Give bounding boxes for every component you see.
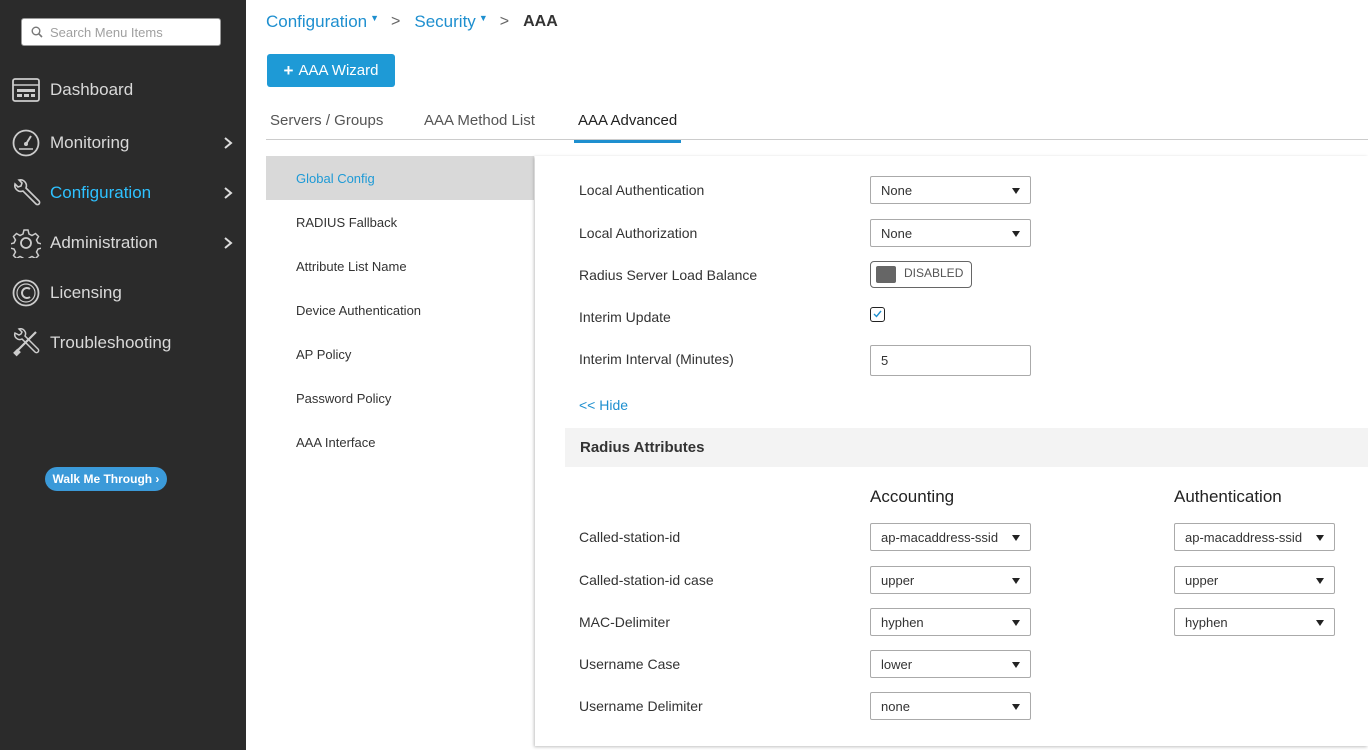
nav-label-configuration: Configuration bbox=[50, 183, 152, 202]
accounting-column-header: Accounting bbox=[870, 487, 955, 506]
breadcrumb-configuration[interactable]: Configuration bbox=[266, 12, 368, 31]
tools-icon bbox=[11, 328, 41, 358]
called-station-id-case-authentication-select[interactable] bbox=[1174, 566, 1335, 594]
caret-down-icon bbox=[1316, 620, 1324, 626]
mac-delimiter-authentication-select[interactable] bbox=[1174, 608, 1335, 636]
chevron-right-icon bbox=[222, 236, 234, 250]
local-authorization-select[interactable] bbox=[870, 219, 1031, 247]
dashboard-icon bbox=[11, 75, 41, 105]
username-case-label: Username Case bbox=[579, 656, 681, 672]
interim-interval-input[interactable] bbox=[870, 345, 1031, 376]
left-menu-aaa-interface[interactable]: AAA Interface bbox=[296, 434, 376, 450]
left-menu-password-policy[interactable]: Password Policy bbox=[296, 390, 392, 406]
walk-me-through-button[interactable]: Walk Me Through › bbox=[45, 467, 167, 491]
chevron-right-icon bbox=[222, 136, 234, 150]
select-value: ap-macaddress-ssid bbox=[881, 529, 999, 545]
local-authorization-value: None bbox=[881, 225, 913, 241]
local-authentication-label: Local Authentication bbox=[579, 182, 705, 198]
local-authentication-select[interactable] bbox=[870, 176, 1031, 204]
caret-down-icon bbox=[1012, 704, 1020, 710]
select-value: ap-macaddress-ssid bbox=[1185, 529, 1303, 545]
nav-item-configuration[interactable] bbox=[0, 171, 246, 215]
plus-icon: + bbox=[283, 60, 294, 80]
select-value: lower bbox=[881, 656, 913, 672]
select-value: none bbox=[881, 698, 910, 714]
select-value: upper bbox=[881, 572, 915, 588]
called-station-id-case-accounting-select[interactable] bbox=[870, 566, 1031, 594]
left-menu-global-config[interactable]: Global Config bbox=[266, 156, 534, 200]
nav-label-dashboard: Dashboard bbox=[50, 80, 134, 99]
left-menu-ap-policy[interactable]: AP Policy bbox=[296, 346, 352, 362]
local-authorization-label: Local Authorization bbox=[579, 225, 698, 241]
caret-down-icon bbox=[1012, 620, 1020, 626]
username-delimiter-label: Username Delimiter bbox=[579, 698, 703, 714]
tab-aaa-method-list[interactable]: AAA Method List bbox=[424, 112, 535, 129]
interim-interval-label: Interim Interval (Minutes) bbox=[579, 351, 734, 367]
license-icon bbox=[11, 278, 41, 308]
load-balance-label: Radius Server Load Balance bbox=[579, 267, 758, 283]
username-delimiter-accounting-select[interactable] bbox=[870, 692, 1031, 720]
caret-down-icon bbox=[1316, 578, 1324, 584]
wrench-icon bbox=[11, 178, 41, 208]
nav-item-licensing[interactable] bbox=[0, 271, 246, 315]
breadcrumb-separator: > bbox=[391, 13, 401, 30]
select-value: hyphen bbox=[1185, 614, 1228, 630]
radius-attributes-header: Radius Attributes bbox=[565, 428, 1368, 467]
caret-down-icon bbox=[1012, 578, 1020, 584]
tab-servers-groups[interactable]: Servers / Groups bbox=[270, 112, 384, 129]
nav-label-monitoring: Monitoring bbox=[50, 133, 130, 152]
called-station-id-label: Called-station-id bbox=[579, 529, 681, 545]
search-icon bbox=[31, 26, 43, 38]
caret-down-icon bbox=[1316, 535, 1324, 541]
called-station-id-authentication-select[interactable] bbox=[1174, 523, 1335, 551]
called-station-id-case-label: Called-station-id case bbox=[579, 572, 714, 588]
global-config-panel bbox=[535, 156, 1368, 746]
nav-item-administration[interactable] bbox=[0, 221, 246, 265]
breadcrumb-security[interactable]: Security bbox=[414, 12, 476, 31]
caret-down-icon[interactable]: ▼ bbox=[370, 13, 380, 23]
breadcrumb-current: AAA bbox=[523, 13, 558, 30]
gear-icon bbox=[11, 228, 41, 258]
mac-delimiter-label: MAC-Delimiter bbox=[579, 614, 670, 630]
caret-down-icon bbox=[1012, 188, 1020, 194]
authentication-column-header: Authentication bbox=[1174, 487, 1282, 506]
checkmark-icon bbox=[872, 309, 883, 319]
left-menu-device-authentication[interactable]: Device Authentication bbox=[296, 302, 422, 318]
mac-delimiter-accounting-select[interactable] bbox=[870, 608, 1031, 636]
local-authentication-value: None bbox=[881, 182, 913, 198]
tab-aaa-advanced[interactable]: AAA Advanced bbox=[574, 112, 681, 143]
caret-down-icon bbox=[1012, 231, 1020, 237]
aaa-wizard-button[interactable] bbox=[267, 54, 395, 87]
hide-link[interactable]: << Hide bbox=[579, 397, 629, 413]
nav-label-licensing: Licensing bbox=[50, 283, 122, 302]
breadcrumb-separator: > bbox=[499, 13, 510, 30]
gauge-icon bbox=[11, 128, 41, 158]
breadcrumb bbox=[266, 11, 558, 33]
nav-label-administration: Administration bbox=[50, 233, 158, 252]
search-input[interactable] bbox=[50, 22, 215, 42]
search-box[interactable] bbox=[21, 18, 221, 46]
toggle-knob bbox=[876, 266, 896, 283]
caret-down-icon bbox=[1012, 662, 1020, 668]
select-value: hyphen bbox=[881, 614, 924, 630]
nav-item-monitoring[interactable] bbox=[0, 121, 246, 165]
caret-down-icon[interactable]: ▼ bbox=[478, 13, 488, 23]
select-value: upper bbox=[1185, 572, 1219, 588]
sidebar bbox=[0, 0, 246, 750]
interim-update-label: Interim Update bbox=[579, 309, 671, 325]
toggle-state: DISABLED bbox=[904, 266, 964, 280]
interim-update-checkbox[interactable] bbox=[870, 307, 885, 322]
username-case-accounting-select[interactable] bbox=[870, 650, 1031, 678]
nav-label-troubleshooting: Troubleshooting bbox=[50, 333, 172, 352]
tab-bar bbox=[266, 108, 1368, 140]
left-menu-radius-fallback[interactable]: RADIUS Fallback bbox=[296, 214, 398, 230]
called-station-id-accounting-select[interactable] bbox=[870, 523, 1031, 551]
load-balance-toggle[interactable] bbox=[870, 261, 972, 288]
left-menu-attribute-list-name[interactable]: Attribute List Name bbox=[296, 258, 407, 274]
aaa-wizard-label: AAA Wizard bbox=[298, 62, 379, 79]
chevron-right-icon bbox=[222, 186, 234, 200]
nav-item-troubleshooting[interactable] bbox=[0, 321, 246, 365]
caret-down-icon bbox=[1012, 535, 1020, 541]
nav-item-dashboard[interactable] bbox=[0, 68, 246, 112]
